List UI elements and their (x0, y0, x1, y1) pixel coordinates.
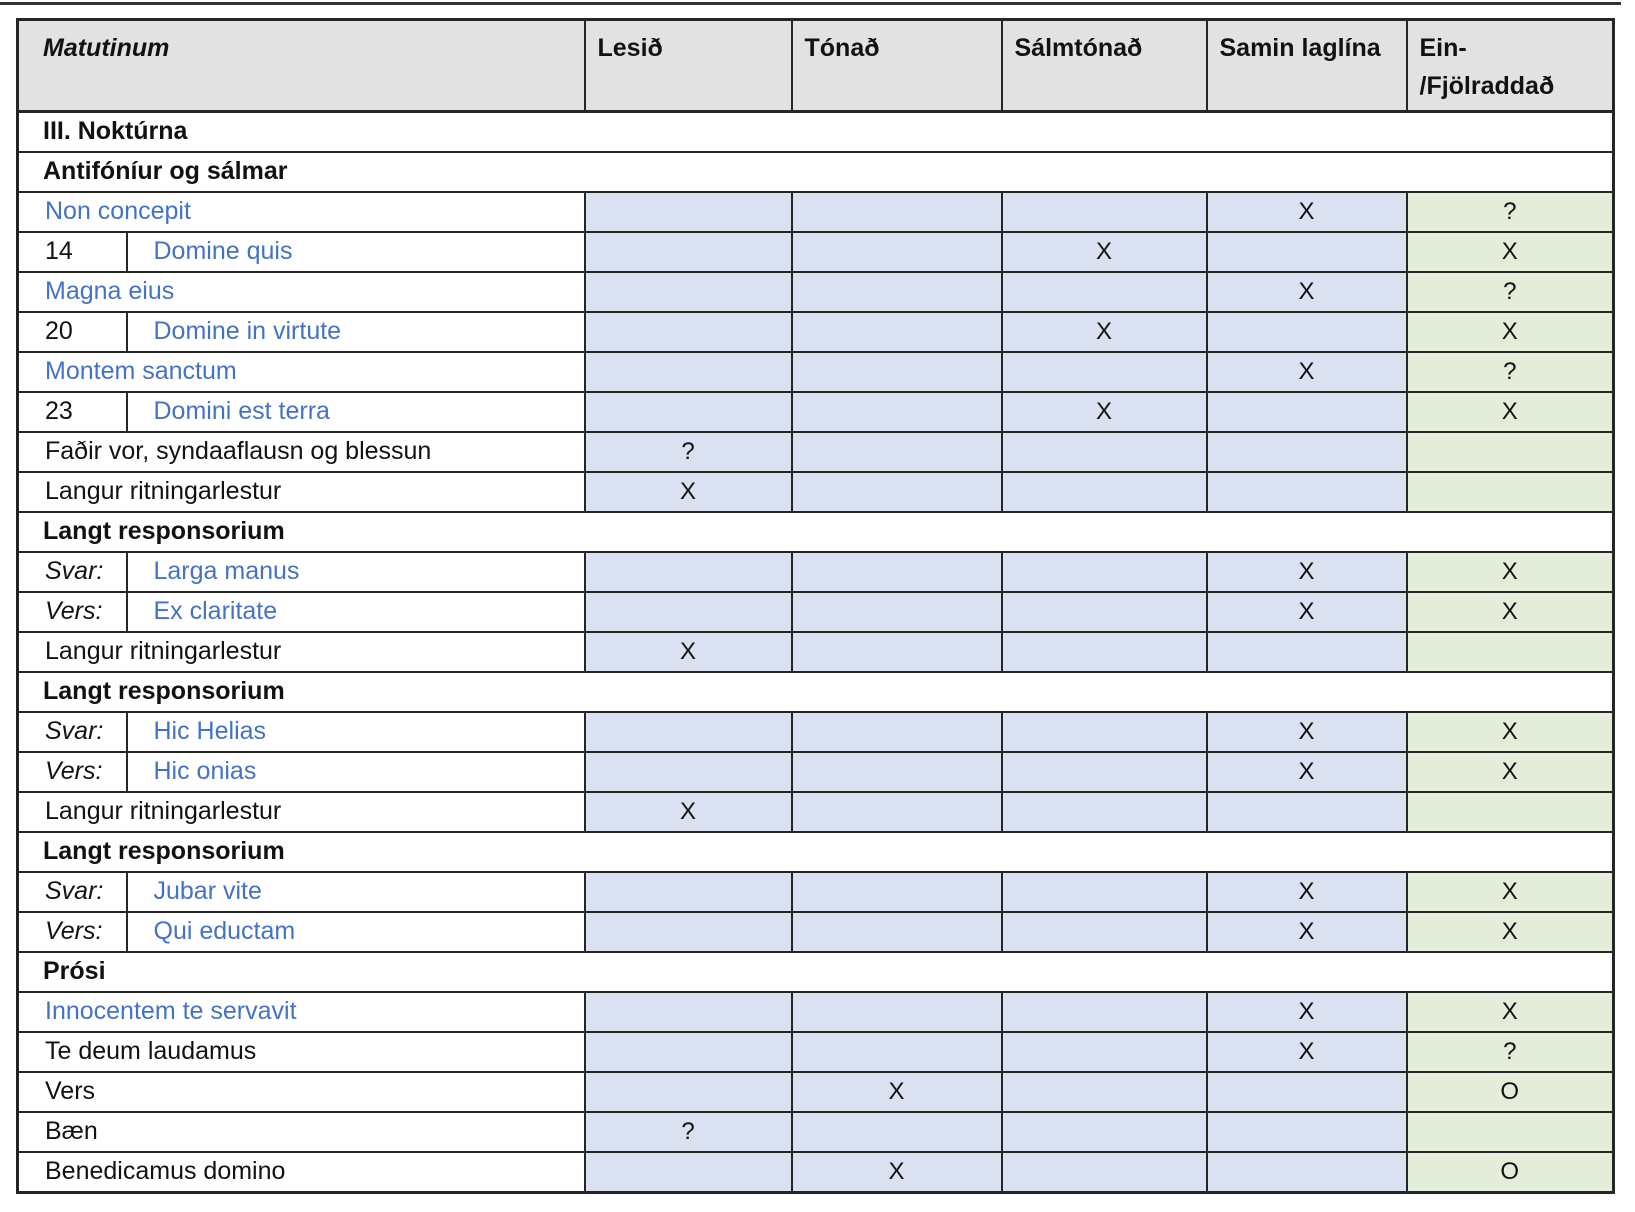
mark-cell-lesid (585, 552, 792, 592)
table-row (18, 472, 1614, 512)
chant-link[interactable]: Domine quis (153, 237, 293, 266)
matutinum-table (16, 18, 1615, 1194)
section-row (18, 152, 1614, 192)
mark-cell-salmtonad (1002, 432, 1207, 472)
mark-cell-samin: X (1207, 192, 1407, 232)
chant-link[interactable]: Larga manus (153, 557, 300, 586)
mark-cell-samin (1207, 432, 1407, 472)
chant-link[interactable]: Montem sanctum (45, 357, 237, 386)
chant-link[interactable]: Ex claritate (153, 597, 278, 626)
verse-role-label: Vers: (18, 912, 127, 952)
mark-cell-ein (1407, 472, 1614, 512)
item-name-cell (127, 232, 585, 272)
mark-cell-ein: ? (1407, 1032, 1614, 1072)
column-header-lesid (585, 20, 792, 112)
mark-cell-salmtonad: X (1002, 392, 1207, 432)
mark-cell-tonad (792, 912, 1002, 952)
mark-cell-tonad (792, 432, 1002, 472)
mark-cell-salmtonad (1002, 872, 1207, 912)
mark-cell-ein: X (1407, 712, 1614, 752)
chant-link[interactable]: Jubar vite (153, 877, 262, 906)
item-name-cell (127, 752, 585, 792)
section-row (18, 952, 1614, 992)
item-name-cell (127, 592, 585, 632)
item-name-cell (18, 352, 585, 392)
psalm-number: 14 (18, 232, 127, 272)
item-label: Faðir vor, syndaaflausn og blessun (45, 437, 432, 466)
mark-cell-ein: ? (1407, 272, 1614, 312)
mark-cell-lesid (585, 232, 792, 272)
mark-cell-lesid (585, 272, 792, 312)
mark-cell-samin (1207, 1112, 1407, 1152)
table-row (18, 752, 1614, 792)
table-row (18, 1072, 1614, 1112)
item-name-cell (18, 632, 585, 672)
table-row (18, 592, 1614, 632)
mark-cell-ein: X (1407, 392, 1614, 432)
mark-cell-lesid (585, 312, 792, 352)
chant-link[interactable]: Domine in virtute (153, 317, 342, 346)
mark-cell-samin (1207, 632, 1407, 672)
verse-role-label: Vers: (18, 752, 127, 792)
mark-cell-samin: X (1207, 352, 1407, 392)
mark-cell-samin: X (1207, 592, 1407, 632)
mark-cell-ein: O (1407, 1152, 1614, 1193)
psalm-number: 23 (18, 392, 127, 432)
verse-role-label: Svar: (18, 712, 127, 752)
mark-cell-salmtonad (1002, 272, 1207, 312)
mark-cell-samin: X (1207, 992, 1407, 1032)
mark-cell-samin (1207, 232, 1407, 272)
mark-cell-salmtonad (1002, 632, 1207, 672)
mark-cell-ein (1407, 792, 1614, 832)
mark-cell-salmtonad (1002, 1152, 1207, 1193)
column-header-ein (1407, 20, 1614, 112)
verse-role-label: Svar: (18, 552, 127, 592)
psalm-number: 20 (18, 312, 127, 352)
mark-cell-ein: X (1407, 592, 1614, 632)
mark-cell-lesid: X (585, 632, 792, 672)
chant-link[interactable]: Non concepit (45, 197, 191, 226)
table-row (18, 1032, 1614, 1072)
mark-cell-tonad (792, 632, 1002, 672)
table-row (18, 1152, 1614, 1193)
mark-cell-salmtonad (1002, 1032, 1207, 1072)
mark-cell-lesid (585, 1032, 792, 1072)
table-row (18, 792, 1614, 832)
mark-cell-lesid (585, 872, 792, 912)
mark-cell-samin: X (1207, 272, 1407, 312)
mark-cell-salmtonad: X (1002, 232, 1207, 272)
section-label: Antifóníur og sálmar (18, 152, 1614, 192)
mark-cell-ein: ? (1407, 192, 1614, 232)
item-label: Langur ritningarlestur (45, 797, 282, 826)
verse-role-label: Vers: (18, 592, 127, 632)
mark-cell-salmtonad (1002, 752, 1207, 792)
mark-cell-tonad: X (792, 1152, 1002, 1193)
mark-cell-tonad (792, 352, 1002, 392)
table-row (18, 352, 1614, 392)
table-row (18, 872, 1614, 912)
mark-cell-salmtonad (1002, 552, 1207, 592)
mark-cell-lesid (585, 712, 792, 752)
mark-cell-tonad (792, 872, 1002, 912)
mark-cell-ein: X (1407, 752, 1614, 792)
header-row (18, 20, 1614, 112)
chant-link[interactable]: Qui eductam (153, 917, 296, 946)
mark-cell-samin: X (1207, 712, 1407, 752)
mark-cell-ein (1407, 1112, 1614, 1152)
mark-cell-ein: X (1407, 872, 1614, 912)
column-header-label: Lesið (597, 34, 663, 62)
mark-cell-ein: X (1407, 232, 1614, 272)
table-row (18, 712, 1614, 752)
item-name-cell (127, 912, 585, 952)
item-name-cell (18, 1072, 585, 1112)
item-name-cell (18, 1112, 585, 1152)
table-row (18, 912, 1614, 952)
mark-cell-salmtonad (1002, 792, 1207, 832)
column-header-label: Ein- (1419, 34, 1467, 62)
mark-cell-lesid (585, 352, 792, 392)
mark-cell-tonad (792, 592, 1002, 632)
mark-cell-samin (1207, 792, 1407, 832)
mark-cell-tonad (792, 792, 1002, 832)
mark-cell-lesid: ? (585, 1112, 792, 1152)
column-header-label: Samin laglína (1219, 34, 1381, 62)
item-label: Bæn (45, 1117, 98, 1146)
table-row (18, 392, 1614, 432)
mark-cell-salmtonad (1002, 992, 1207, 1032)
mark-cell-tonad (792, 552, 1002, 592)
column-header-salmtonad (1002, 20, 1207, 112)
item-label: Te deum laudamus (45, 1037, 257, 1066)
mark-cell-ein (1407, 432, 1614, 472)
mark-cell-samin (1207, 312, 1407, 352)
item-name-cell (18, 792, 585, 832)
section-row (18, 111, 1614, 152)
mark-cell-samin: X (1207, 872, 1407, 912)
item-name-cell (127, 712, 585, 752)
section-label: Langt responsorium (18, 512, 1614, 552)
column-header-label-line2: /Fjölraddað (1419, 71, 1555, 100)
chant-link[interactable]: Domini est terra (153, 397, 330, 426)
section-row (18, 832, 1614, 872)
chant-link[interactable]: Magna eius (45, 277, 175, 306)
column-header-label: Tónað (804, 34, 880, 62)
section-row (18, 512, 1614, 552)
item-name-cell (18, 1032, 585, 1072)
mark-cell-ein: O (1407, 1072, 1614, 1112)
mark-cell-ein: X (1407, 992, 1614, 1032)
mark-cell-ein: X (1407, 312, 1614, 352)
section-row (18, 672, 1614, 712)
table-title: Matutinum (18, 20, 585, 112)
mark-cell-tonad (792, 192, 1002, 232)
mark-cell-lesid (585, 592, 792, 632)
section-label: III. Noktúrna (18, 111, 1614, 152)
item-name-cell (18, 992, 585, 1032)
column-header-tonad (792, 20, 1002, 112)
item-label: Langur ritningarlestur (45, 477, 282, 506)
item-name-cell (127, 872, 585, 912)
mark-cell-samin: X (1207, 752, 1407, 792)
mark-cell-lesid (585, 752, 792, 792)
table-row (18, 272, 1614, 312)
mark-cell-salmtonad (1002, 472, 1207, 512)
mark-cell-lesid (585, 1152, 792, 1193)
mark-cell-samin: X (1207, 1032, 1407, 1072)
section-label: Langt responsorium (18, 832, 1614, 872)
top-rule (0, 2, 1621, 5)
table-row (18, 992, 1614, 1032)
mark-cell-tonad (792, 392, 1002, 432)
column-header-samin (1207, 20, 1407, 112)
mark-cell-lesid (585, 192, 792, 232)
item-name-cell (18, 1152, 585, 1193)
mark-cell-salmtonad (1002, 1112, 1207, 1152)
mark-cell-tonad (792, 712, 1002, 752)
mark-cell-tonad (792, 1112, 1002, 1152)
mark-cell-tonad (792, 1032, 1002, 1072)
mark-cell-ein: X (1407, 552, 1614, 592)
item-label: Vers (45, 1077, 96, 1106)
table-row (18, 1112, 1614, 1152)
mark-cell-tonad: X (792, 1072, 1002, 1112)
table-row (18, 432, 1614, 472)
table-row (18, 552, 1614, 592)
item-name-cell (18, 472, 585, 512)
mark-cell-tonad (792, 752, 1002, 792)
mark-cell-salmtonad: X (1002, 312, 1207, 352)
item-label: Langur ritningarlestur (45, 637, 282, 666)
mark-cell-tonad (792, 312, 1002, 352)
mark-cell-lesid (585, 1072, 792, 1112)
chant-link[interactable]: Innocentem te servavit (45, 997, 297, 1026)
mark-cell-samin (1207, 1072, 1407, 1112)
item-name-cell (127, 312, 585, 352)
mark-cell-samin: X (1207, 912, 1407, 952)
mark-cell-salmtonad (1002, 712, 1207, 752)
mark-cell-samin: X (1207, 552, 1407, 592)
table-row (18, 192, 1614, 232)
mark-cell-tonad (792, 232, 1002, 272)
mark-cell-tonad (792, 472, 1002, 512)
section-label: Langt responsorium (18, 672, 1614, 712)
item-label: Benedicamus domino (45, 1157, 286, 1186)
mark-cell-lesid (585, 992, 792, 1032)
item-name-cell (18, 192, 585, 232)
mark-cell-ein: X (1407, 912, 1614, 952)
mark-cell-salmtonad (1002, 912, 1207, 952)
mark-cell-salmtonad (1002, 592, 1207, 632)
mark-cell-lesid: X (585, 472, 792, 512)
chant-link[interactable]: Hic onias (153, 757, 257, 786)
table-row (18, 232, 1614, 272)
mark-cell-lesid (585, 912, 792, 952)
mark-cell-lesid (585, 392, 792, 432)
mark-cell-lesid: X (585, 792, 792, 832)
table-row (18, 632, 1614, 672)
mark-cell-samin (1207, 472, 1407, 512)
item-name-cell (18, 432, 585, 472)
chant-link[interactable]: Hic Helias (153, 717, 267, 746)
table-row (18, 312, 1614, 352)
column-header-label: Sálmtónað (1014, 34, 1143, 62)
mark-cell-salmtonad (1002, 1072, 1207, 1112)
mark-cell-salmtonad (1002, 352, 1207, 392)
verse-role-label: Svar: (18, 872, 127, 912)
mark-cell-samin (1207, 392, 1407, 432)
mark-cell-tonad (792, 992, 1002, 1032)
mark-cell-ein (1407, 632, 1614, 672)
item-name-cell (127, 552, 585, 592)
mark-cell-samin (1207, 1152, 1407, 1193)
section-label: Prósi (18, 952, 1614, 992)
item-name-cell (127, 392, 585, 432)
mark-cell-ein: ? (1407, 352, 1614, 392)
mark-cell-salmtonad (1002, 192, 1207, 232)
mark-cell-tonad (792, 272, 1002, 312)
item-name-cell (18, 272, 585, 312)
mark-cell-lesid: ? (585, 432, 792, 472)
